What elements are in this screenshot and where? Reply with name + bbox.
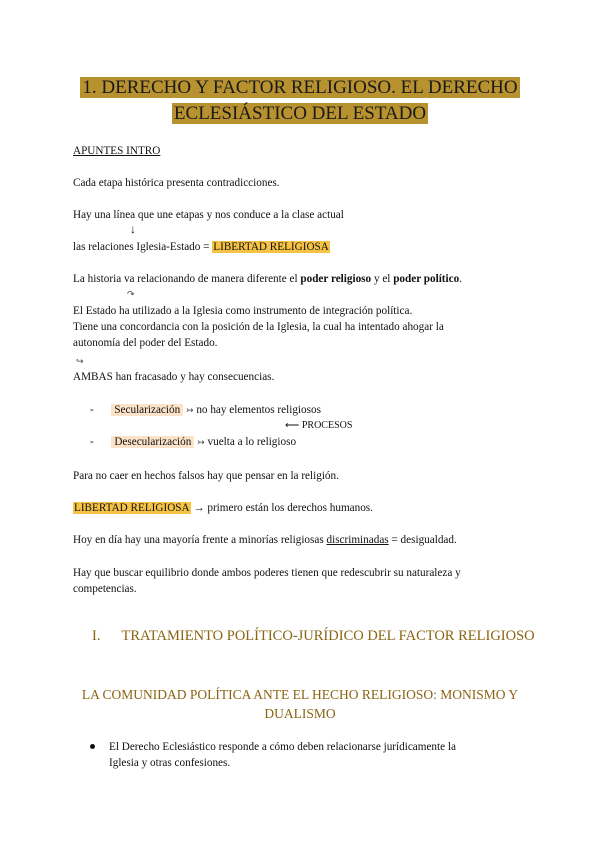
paragraph: Para no caer en hechos falsos hay que pensar en la religión. (73, 470, 339, 482)
paragraph: Tiene una concordancia con la posición de la Iglesia, la cual ha intentado ahogar la (73, 321, 444, 333)
bullet-text-line-1: El Derecho Eclesiástico responde a cómo deben relacionarse jurídicamente la (109, 741, 456, 753)
subsection-heading-line-2: DUALISMO (264, 706, 336, 721)
arrow-right-icon: ↣ (185, 405, 194, 415)
paragraph: autonomía del poder del Estado. (73, 337, 218, 349)
bullet-text-line-2: Iglesia y otras confesiones. (109, 757, 231, 769)
list-item: - Desecularización ↣ vuelta a lo religioso (90, 436, 297, 448)
intro-label: APUNTES INTRO (73, 145, 161, 157)
title-line-2: ECLESIÁSTICO DEL ESTADO (173, 103, 427, 124)
hook-arrow-icon: ↪ (76, 356, 84, 366)
term-desecularizacion: Desecularización (111, 436, 194, 448)
bullet-icon (90, 744, 95, 749)
title-line-1: 1. DERECHO Y FACTOR RELIGIOSO. EL DERECHO (82, 77, 518, 98)
term-secularizacion: Secularización (111, 404, 183, 416)
highlight-libertad-religiosa: LIBERTAD RELIGIOSA (74, 502, 190, 514)
section-heading-I: I. TRATAMIENTO POLÍTICO-JURÍDICO DEL FACTOR RELIGIOSO (92, 628, 535, 644)
arrow-down-icon: ↓ (130, 222, 136, 236)
paragraph: Hay que buscar equilibrio donde ambos poderes tienen que redescubrir su naturaleza y (73, 567, 461, 579)
list-item: - Secularización ↣ no hay elementos religiosos (90, 404, 321, 416)
subsection-heading-line-1: LA COMUNIDAD POLÍTICA ANTE EL HECHO RELIGIOSO: MONISMO Y (81, 687, 519, 702)
paragraph: AMBAS han fracasado y hay consecuencias. (73, 371, 275, 383)
curve-arrow-icon: ↷ (127, 289, 135, 299)
paragraph: competencias. (73, 583, 137, 595)
procesos-label: ⟵ PROCESOS (285, 420, 353, 431)
arrow-right-icon: ↣ (197, 437, 205, 447)
highlight-libertad-religiosa: LIBERTAD RELIGIOSA (213, 241, 329, 253)
paragraph: Cada etapa histórica presenta contradicciones. (73, 177, 280, 189)
paragraph: El Estado ha utilizado a la Iglesia como instrumento de integración política. (73, 305, 413, 317)
paragraph: La historia va relacionando de manera diferente el poder religioso y el poder político. (73, 273, 462, 285)
paragraph: las relaciones Iglesia-Estado = LIBERTAD RELIGIOSA (73, 241, 329, 253)
paragraph: LIBERTAD RELIGIOSA → primero están los derechos humanos. (74, 502, 373, 514)
paragraph: Hoy en día hay una mayoría frente a minorías religiosas discriminadas = desigualdad. (73, 534, 457, 546)
paragraph: Hay una línea que une etapas y nos conduce a la clase actual (73, 209, 344, 221)
